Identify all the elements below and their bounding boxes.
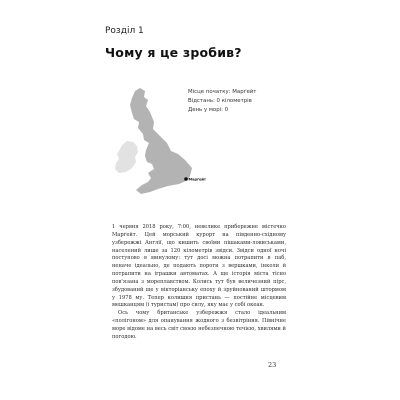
ireland-shape <box>115 141 138 173</box>
distance: Відстань: 0 кілометрів <box>188 98 252 104</box>
chapter-title: Чому я це зробив? <box>105 45 242 60</box>
body-text <box>112 224 286 342</box>
margate-label: Марґейт <box>188 177 206 182</box>
great-britain-shape <box>130 88 192 194</box>
margate-marker <box>184 177 188 181</box>
days-at-sea: День у морі: 0 <box>188 107 229 113</box>
chapter-label: Розділ 1 <box>105 26 144 36</box>
paragraph: Ось чому британське узбережжя стало ідеальним «полігоном» для опанування жодного з безвітріння. Північне море відоме на весь світ своєю небезпечною течією, хвилями й погодою. <box>112 310 286 340</box>
paragraph: 1 червня 2018 року, 7:00, невелике прибережне містечко Марґейт. Цей морський курорт на південно-східному узбережжі Англії, що кишить своїми пішаками-ловиськами, населений лише за 120 кілометрів звідси. Звідси одної ночі поступово в минулому: тут досі можна потрапити в паб, неначе ідеально, де подають пороги з вершками, інколи й потрапити на іграшки автоматах. А ще історія міста тісно пов'язана з мореплавством. Колись тут був величезний пірс, збудований ще у вікторіанську епоху й зруйнований штормом у 1978 му. Тепер колишня пристань — постійне місцевим мешканцям (і туристам) про силу, яку має у собі океан. <box>112 224 286 309</box>
start-place: Місце початку: Марґейт <box>188 89 257 95</box>
page-number: 23 <box>268 361 277 369</box>
route-info <box>188 88 256 115</box>
british-isles-map <box>114 88 206 200</box>
